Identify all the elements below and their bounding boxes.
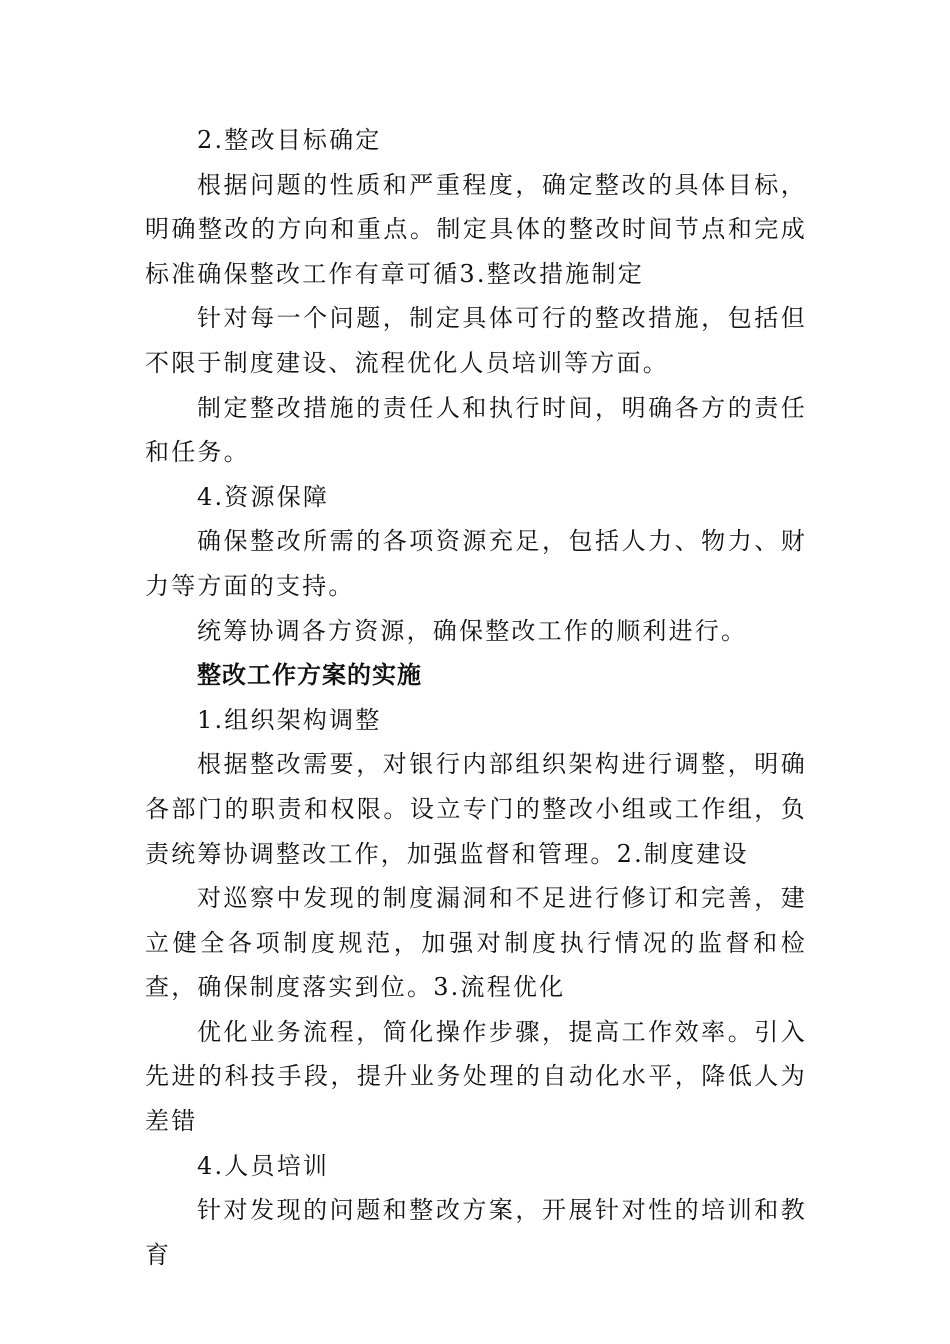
paragraph: 针对每一个问题，制定具体可行的整改措施，包括但不限于制度建设、流程优化人员培训等方面。 [145, 304, 807, 377]
subheading-resources: 4.资源保障 [197, 482, 330, 511]
document-body [145, 118, 807, 1277]
paragraph: 优化业务流程，简化操作步骤，提高工作效率。引入先进的科技手段，提升业务处理的自动化水平，降低人为差错 [145, 1017, 807, 1136]
subheading-training: 4.人员培训 [197, 1151, 330, 1180]
paragraph: 针对发现的问题和整改方案，开展针对性的培训和教育 [145, 1196, 807, 1269]
subheading-organization: 1.组织架构调整 [197, 705, 382, 734]
paragraph: 根据问题的性质和严重程度，确定整改的具体目标，明确整改的方向和重点。制定具体的整改时间节点和完成标准确保整改工作有章可循3.整改措施制定 [145, 170, 807, 288]
paragraph: 确保整改所需的各项资源充足，包括人力、物力、财力等方面的支持。 [145, 527, 807, 600]
paragraph: 制定整改措施的责任人和执行时间，明确各方的责任和任务。 [145, 393, 807, 467]
paragraph: 对巡察中发现的制度漏洞和不足进行修订和完善，建立健全各项制度规范，加强对制度执行情况的监督和检查，确保制度落实到位。3.流程优化 [145, 884, 807, 1002]
section-heading: 整改工作方案的实施 [197, 661, 422, 690]
subheading-goal: 2.整改目标确定 [197, 126, 382, 154]
paragraph: 根据整改需要，对银行内部组织架构进行调整，明确各部门的职责和权限。设立专门的整改小组或工作组，负责统筹协调整改工作，加强监督和管理。2.制度建设 [145, 750, 807, 868]
paragraph: 统筹协调各方资源，确保整改工作的顺利进行。 [197, 616, 748, 645]
